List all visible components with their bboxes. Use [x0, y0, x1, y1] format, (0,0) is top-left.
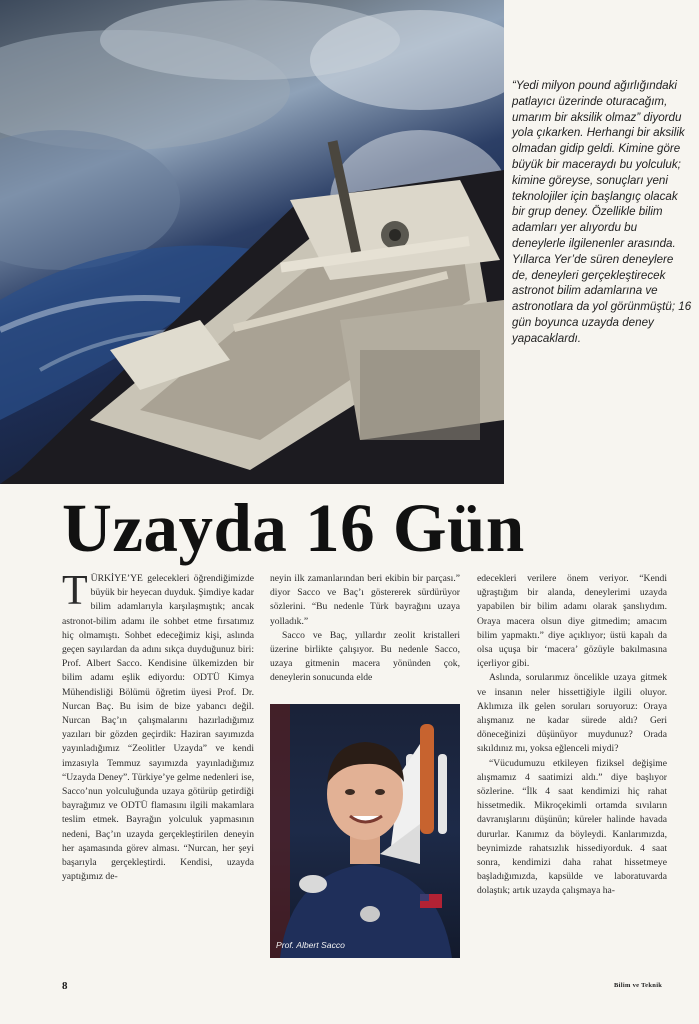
hero-photo	[0, 0, 504, 484]
page-number: 8	[62, 980, 68, 992]
article-column-2	[270, 572, 460, 686]
drop-cap: T	[62, 568, 88, 614]
sidebar-quote: “Yedi milyon pound ağırlığındaki patlayıcı üzerinde oturacağım, umarım bir aksilik olmaz” diyordu yola çıkarken. Herhangi bir aksilik olmadan gidip geldi. Kimine göre büyük bir maceraydı bu yolculuk; kimine göreyse, sonuçları yeni teknolojiler için başlangıç olacak bir grup deney. Özellikle bilim adamları yer alıyordu bu deneylerle ilgilenenler arasında. Yıllarca Yer’de süren deneylere de, deneyleri gerçekleştirecek astronot bilim adamlarına ve astronotlara da yol görünmüştü; 16 gün boyunca uzayda deney yapacaklardı.	[512, 79, 692, 345]
article-column-3	[477, 572, 667, 899]
magazine-name: Bilim ve Teknik	[614, 982, 663, 989]
paragraph: neyin ilk zamanlarından beri ekibin bir parçası.” diyor Sacco ve Baç’ı göstererek sürdürüyor sözlerini. “Bu nedenle Türk bayrağını uzaya yolladık.”	[270, 573, 460, 627]
paragraph: Sacco ve Baç, yıllardır zeolit kristalleri üzerine birlikte çalışıyor. Bu nedenle Sacco, uzaya gitmenin macera yönünden çok, deneylerin sonucunda elde	[270, 629, 460, 684]
paragraph: Aslında, sorularımız öncelikle uzaya gitmek ve insanın neler hissettiğiyle ilgili oluyor. Aklımıza ilk gelen soruları soruyoruz: Oraya alışmanız ne kadar sürede aldı? Geri döneceğinizi düşünüyor muydunuz? Orada sıkıldınız mı, yoksa eğlenceli miydi?	[477, 672, 667, 755]
astronaut-portrait-illustration	[270, 704, 460, 958]
paragraph: “Vücudumuzu etkileyen fiziksel değişime alışmamız 4 saatimizi aldı.” diye başlıyor sözlerine. “İlk 4 saat kendimizi hiç rahat hissetmedik. Mikroçekimli ortamda sıvıların davranışlarını düşünün; küreler halinde havada dururlar. Kanımız da böyleydi. Kanlarımızda, beynimizde rahatsızlık hissediyorduk. 4 saat sonra, kendimizi daha rahat hissetmeye başladığımızda, kapsülde ve laboratuvarda dolaştık; artık uzayda çalışmaya ha-	[477, 757, 667, 897]
article-headline: Uzayda 16 Gün	[62, 490, 525, 566]
article-column-1	[62, 568, 254, 884]
photo-caption: Prof. Albert Sacco	[276, 940, 345, 950]
portrait-photo	[270, 704, 460, 958]
paragraph: ÜRKİYE’YE gelecekleri öğrendiğimizde büyük bir heyecan duyduk. Şimdiye kadar bilim adamlarıyla karşılaşmıştık; ancak astronot-bilim adamı ile sohbet etme fırsatımız hiç olmamıştı. Sohbet edeceğimiz kişi, aslında geçen sayılardan da adını sıkça duyduğunuz biri: Prof. Albert Sacco. Kendisine ülkemizden bir bilim adamı eşlik ediyordu: ODTÜ Kimya Mühendisliği Bölümü öğretim üyesi Prof. Dr. Nurcan Baç. Bu isim de bize yabancı değil. Nurcan Baç’ın çalışmalarını hazırladığımız yazıları bir gözden geçirdik: Haziran sayımızda yayınladığımız “Zeolitler Uzayda” ve kendi imzasıyla Temmuz sayımızda yayınladığımız “Uzayda Deney”. Türkiye’ye gelme nedenleri ise, Sacco’nun yolculuğunda uzaya götürüp getirdiği bayrağımız ve ODTÜ flamasını ilgili makamlara teslim etmek. Bayrağın yolculuk yapmasının nedeni, Baç’ın uzayda gerçekleştirilen deneyin her aşamasında görev alması. “Nurcan, her şeyi başarıyla gerçekleştirdi. Kendisi, uzayda yaptığımız de-	[62, 573, 254, 883]
paragraph: edecekleri verilere önem veriyor. “Kendi uğraştığım bir alanda, deneylerimi uzayda yapabilen bir bilim adamı olarak şanslıydım. Oraya macera olsun diye gitmedim; amacım bilim yapmaktı.” diye açıklıyor; üstü kapalı da olsa uçuşa bir ‘macera’ gözüyle bakılmasına içerliyor gibi.	[477, 573, 667, 670]
shuttle-earth-illustration	[0, 0, 504, 484]
